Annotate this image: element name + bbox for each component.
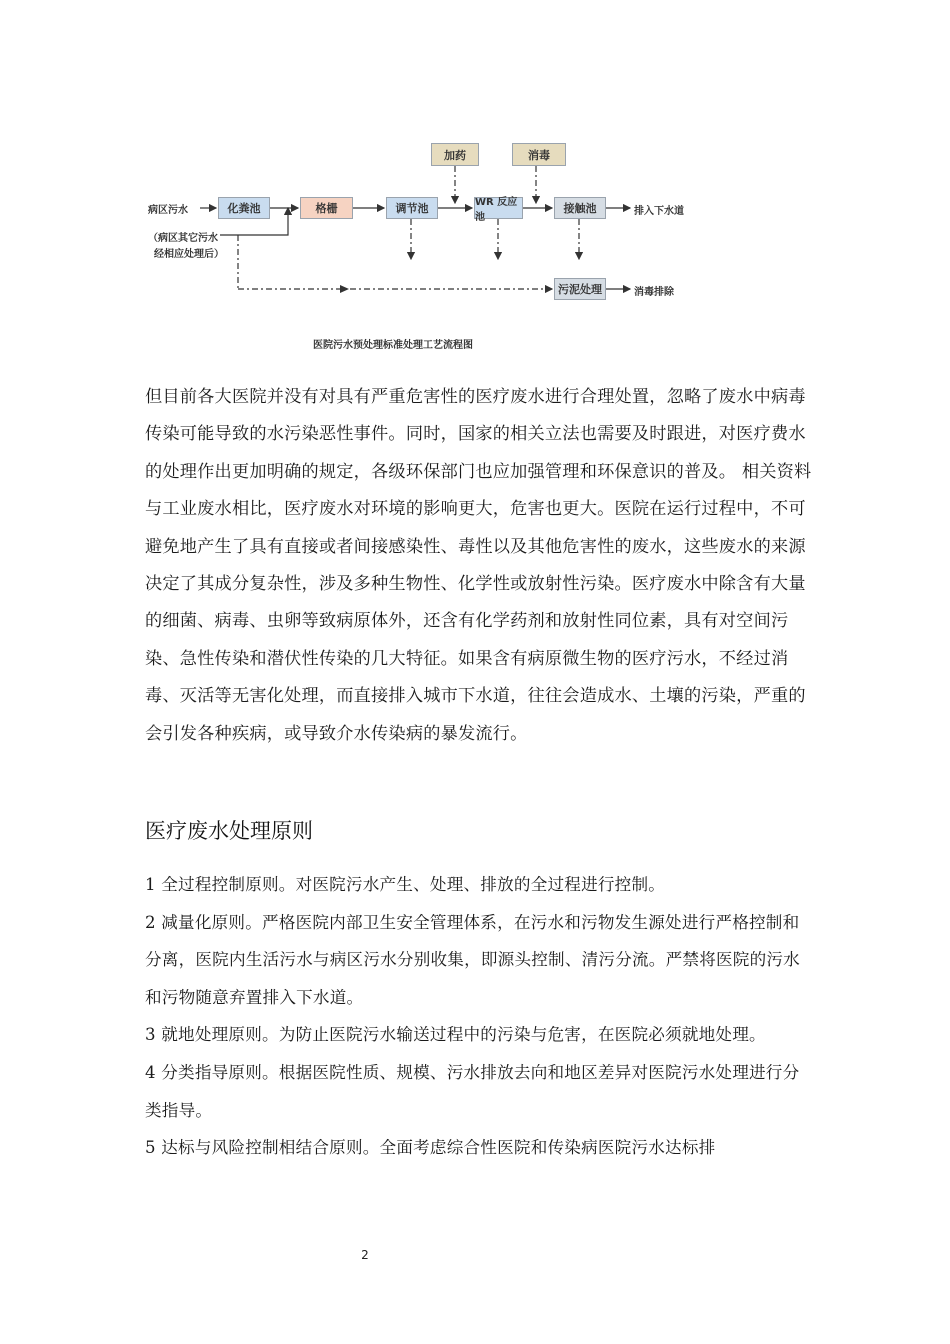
node-disinfection: 消毒 <box>512 143 566 166</box>
label-disinfect-discharge: 消毒排除 <box>634 287 674 298</box>
node-contact-tank: 接触池 <box>554 197 606 219</box>
principle-item: 1 全过程控制原则。对医院污水产生、处理、排放的全过程进行控制。 <box>145 875 666 894</box>
principles-list <box>145 866 813 1167</box>
process-flow-diagram <box>140 135 700 315</box>
intro-paragraph: 但目前各大医院并没有对具有严重危害性的医疗废水进行合理处置，忽略了废水中病毒传染可能导致的水污染恶性事件。同时，国家的相关立法也需要及时跟进，对医疗费水的处理作出更加明确的规定，各级环保部门也应加强管理和环保意识的普及。 相关资料 与工业废水相比，医疗废水对环境的影响更大，危害也更大。医院在运行过程中，不可避免地产生了具有直接或者间接感染性、毒性以及其他危害性的废水，这些废水的来源决定了其成分复杂性，涉及多种生物性、化学性或放射性污染。医疗废水中除含有大量的细菌、病毒、虫卵等致病原体外，还含有化学药剂和放射性同位素，具有对空间污染、急性传染和潜伏性传染的几大特征。如果含有病原微生物的医疗污水，不经过消毒、灭活等无害化处理，而直接排入城市下水道，往往会造成水、土壤的污染，严重的会引发各种疾病，或导致介水传染病的暴发流行。 <box>145 387 812 744</box>
label-other-sewage-2: 经相应处理后） <box>154 249 224 260</box>
principle-item: 4 分类指导原则。根据医院性质、规模、污水排放去向和地区差异对医院污水处理进行分类指导。 <box>145 1062 800 1120</box>
node-reactor: WR 反应池 <box>474 197 523 219</box>
flow-connectors <box>140 135 700 315</box>
section-heading: 医疗废水处理原则 <box>145 819 313 843</box>
sludge-flow-arrowhead <box>340 285 349 293</box>
principle-item: 3 就地处理原则。为防止医院污水输送过程中的污染与危害，在医院必须就地处理。 <box>145 1025 766 1045</box>
diagram-caption: 医院污水预处理标准处理工艺流程图 <box>313 340 473 351</box>
node-sludge-treatment: 污泥处理 <box>554 278 606 300</box>
label-ward-sewage: 病区污水 <box>148 205 188 216</box>
node-dosing: 加药 <box>431 143 479 166</box>
principle-item: 2 减量化原则。严格医院内部卫生安全管理体系，在污水和污物发生源处进行严格控制和分离，医院内生活污水与病区污水分别收集，即源头控制、清污分流。严禁将医院的污水和污物随意弃置排入下水道。 <box>145 912 800 1007</box>
node-grid: 格栅 <box>300 197 353 219</box>
page-number: 2 <box>361 1248 369 1262</box>
node-regulating-tank: 调节池 <box>386 197 438 219</box>
label-discharge: 排入下水道 <box>634 206 684 217</box>
principle-item: 5 达标与风险控制相结合原则。全面考虑综合性医院和传染病医院污水达标排 <box>145 1138 716 1158</box>
node-hfc: 化粪池 <box>218 197 270 219</box>
label-other-sewage-1: （病区其它污水 <box>148 233 218 244</box>
